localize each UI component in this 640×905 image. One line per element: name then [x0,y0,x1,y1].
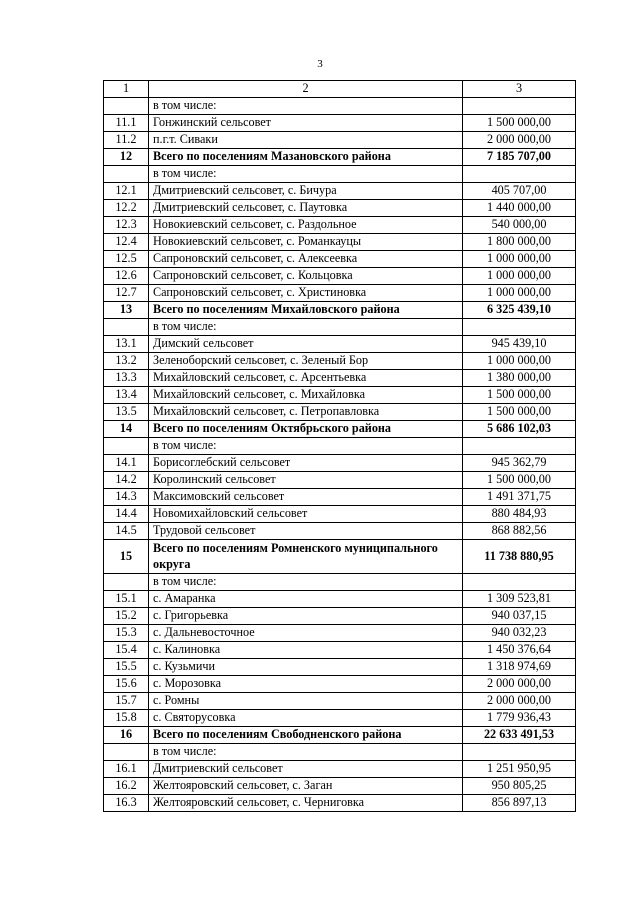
amount: 1 000 000,00 [463,268,576,285]
table-row [104,523,576,540]
row-number: 11.2 [104,132,149,149]
amount: 950 805,25 [463,778,576,795]
row-number: 15.3 [104,625,149,642]
amount: 540 000,00 [463,217,576,234]
row-number: 16 [104,727,149,744]
amount: 940 037,15 [463,608,576,625]
table-row [104,506,576,523]
table-row [104,744,576,761]
amount: 1 309 523,81 [463,591,576,608]
amount: 1 500 000,00 [463,472,576,489]
amount: 5 686 102,03 [463,421,576,438]
settlement-name: с. Кузьмичи [149,659,463,676]
amount: 1 251 950,95 [463,761,576,778]
settlement-name: Михайловский сельсовет, с. Арсентьевка [149,370,463,387]
settlement-name: Михайловский сельсовет, с. Петропавловка [149,404,463,421]
amount: 1 450 376,64 [463,642,576,659]
row-number: 15.5 [104,659,149,676]
amount: 7 185 707,00 [463,149,576,166]
row-number: 16.2 [104,778,149,795]
amount [463,438,576,455]
row-number: 13.4 [104,387,149,404]
settlement-name: с. Амаранка [149,591,463,608]
settlement-name: Борисоглебский сельсовет [149,455,463,472]
table-row [104,200,576,217]
table-row [104,285,576,302]
settlement-name: Дмитриевский сельсовет, с. Бичура [149,183,463,200]
row-number: 14.1 [104,455,149,472]
settlement-name: Желтояровский сельсовет, с. Заган [149,778,463,795]
amount: 880 484,93 [463,506,576,523]
settlement-name: Дмитриевский сельсовет, с. Паутовка [149,200,463,217]
settlement-name: Всего по поселениям Михайловского района [149,302,463,319]
settlement-name: Всего по поселениям Ромненского муниципального округа [149,540,463,574]
row-number: 12.3 [104,217,149,234]
settlement-name: в том числе: [149,319,463,336]
row-number: 12.7 [104,285,149,302]
amount: 6 325 439,10 [463,302,576,319]
row-number: 13 [104,302,149,319]
settlement-name: Дмитриевский сельсовет [149,761,463,778]
table-row [104,693,576,710]
table-row [104,489,576,506]
row-number: 11.1 [104,115,149,132]
table-row [104,676,576,693]
table-row [104,183,576,200]
settlement-name: Сапроновский сельсовет, с. Кольцовка [149,268,463,285]
settlement-name: с. Ромны [149,693,463,710]
table-row [104,166,576,183]
settlement-name: в том числе: [149,98,463,115]
settlement-name: в том числе: [149,166,463,183]
table-row [104,795,576,812]
table-row [104,251,576,268]
row-number: 15.6 [104,676,149,693]
table-row [104,591,576,608]
header-col-1: 1 [104,81,149,98]
amount: 856 897,13 [463,795,576,812]
page-number: 3 [317,58,323,70]
table-row [104,353,576,370]
amount: 405 707,00 [463,183,576,200]
amount: 1 800 000,00 [463,234,576,251]
settlement-name: с. Григорьевка [149,608,463,625]
settlement-name: с. Святорусовка [149,710,463,727]
table-row [104,455,576,472]
settlement-name: с. Морозовка [149,676,463,693]
settlement-name: Сапроновский сельсовет, с. Христиновка [149,285,463,302]
amount: 1 779 936,43 [463,710,576,727]
settlement-name: Сапроновский сельсовет, с. Алексеевка [149,251,463,268]
amount: 1 000 000,00 [463,285,576,302]
row-number [104,98,149,115]
settlement-name: Новомихайловский сельсовет [149,506,463,523]
settlement-name: Всего по поселениям Мазановского района [149,149,463,166]
row-number: 12.5 [104,251,149,268]
table-header-row [104,81,576,98]
table-row [104,710,576,727]
settlement-name: Новокиевский сельсовет, с. Романкауцы [149,234,463,251]
settlement-name: Димский сельсовет [149,336,463,353]
settlement-name: в том числе: [149,438,463,455]
row-number: 15.7 [104,693,149,710]
amount: 1 380 000,00 [463,370,576,387]
table-total-row [104,540,576,574]
row-number: 13.1 [104,336,149,353]
table-row [104,659,576,676]
amount [463,166,576,183]
row-number: 12.2 [104,200,149,217]
amount: 1 000 000,00 [463,251,576,268]
header-col-3: 3 [463,81,576,98]
row-number: 14.2 [104,472,149,489]
table-row [104,778,576,795]
settlement-name: Гонжинский сельсовет [149,115,463,132]
table-total-row [104,149,576,166]
allocation-table [103,80,576,812]
row-number: 16.3 [104,795,149,812]
row-number: 13.5 [104,404,149,421]
amount: 2 000 000,00 [463,676,576,693]
table-row [104,625,576,642]
amount: 1 440 000,00 [463,200,576,217]
table-row [104,608,576,625]
settlement-name: в том числе: [149,574,463,591]
amount: 1 000 000,00 [463,353,576,370]
settlement-name: Трудовой сельсовет [149,523,463,540]
settlement-name: Всего по поселениям Октябрьского района [149,421,463,438]
table-row [104,98,576,115]
settlement-name: Желтояровский сельсовет, с. Черниговка [149,795,463,812]
table-row [104,370,576,387]
table-row [104,574,576,591]
row-number [104,574,149,591]
amount [463,98,576,115]
row-number [104,166,149,183]
settlement-name: Новокиевский сельсовет, с. Раздольное [149,217,463,234]
table-row [104,268,576,285]
table-row [104,761,576,778]
amount: 11 738 880,95 [463,540,576,574]
settlement-name: с. Калиновка [149,642,463,659]
settlement-name: Максимовский сельсовет [149,489,463,506]
amount [463,319,576,336]
amount: 945 362,79 [463,455,576,472]
table-row [104,115,576,132]
amount: 1 500 000,00 [463,387,576,404]
table-row [104,319,576,336]
row-number: 15.8 [104,710,149,727]
table-body [104,98,576,812]
header-col-2: 2 [149,81,463,98]
table-row [104,438,576,455]
table-total-row [104,302,576,319]
amount: 945 439,10 [463,336,576,353]
table-row [104,217,576,234]
settlement-name: Зеленоборский сельсовет, с. Зеленый Бор [149,353,463,370]
table-row [104,387,576,404]
table-total-row [104,727,576,744]
row-number: 12 [104,149,149,166]
row-number: 14.4 [104,506,149,523]
row-number: 13.2 [104,353,149,370]
settlement-name: п.г.т. Сиваки [149,132,463,149]
amount [463,744,576,761]
amount: 1 500 000,00 [463,404,576,421]
amount: 1 318 974,69 [463,659,576,676]
table-row [104,132,576,149]
amount: 1 500 000,00 [463,115,576,132]
settlement-name: Всего по поселениям Свободненского района [149,727,463,744]
amount: 2 000 000,00 [463,132,576,149]
amount: 1 491 371,75 [463,489,576,506]
row-number: 12.6 [104,268,149,285]
row-number [104,744,149,761]
table-row [104,336,576,353]
amount: 940 032,23 [463,625,576,642]
settlement-name: Михайловский сельсовет, с. Михайловка [149,387,463,404]
table-row [104,642,576,659]
amount [463,574,576,591]
row-number: 15.4 [104,642,149,659]
row-number: 12.4 [104,234,149,251]
row-number [104,319,149,336]
row-number: 15.2 [104,608,149,625]
settlement-name: в том числе: [149,744,463,761]
amount: 868 882,56 [463,523,576,540]
row-number: 15.1 [104,591,149,608]
row-number: 16.1 [104,761,149,778]
amount: 22 633 491,53 [463,727,576,744]
settlement-name: Королинский сельсовет [149,472,463,489]
row-number: 14 [104,421,149,438]
table-total-row [104,421,576,438]
table-row [104,234,576,251]
row-number: 15 [104,540,149,574]
row-number: 14.5 [104,523,149,540]
table-row [104,472,576,489]
table-row [104,404,576,421]
settlement-name: с. Дальневосточное [149,625,463,642]
row-number: 12.1 [104,183,149,200]
amount: 2 000 000,00 [463,693,576,710]
row-number [104,438,149,455]
row-number: 14.3 [104,489,149,506]
row-number: 13.3 [104,370,149,387]
